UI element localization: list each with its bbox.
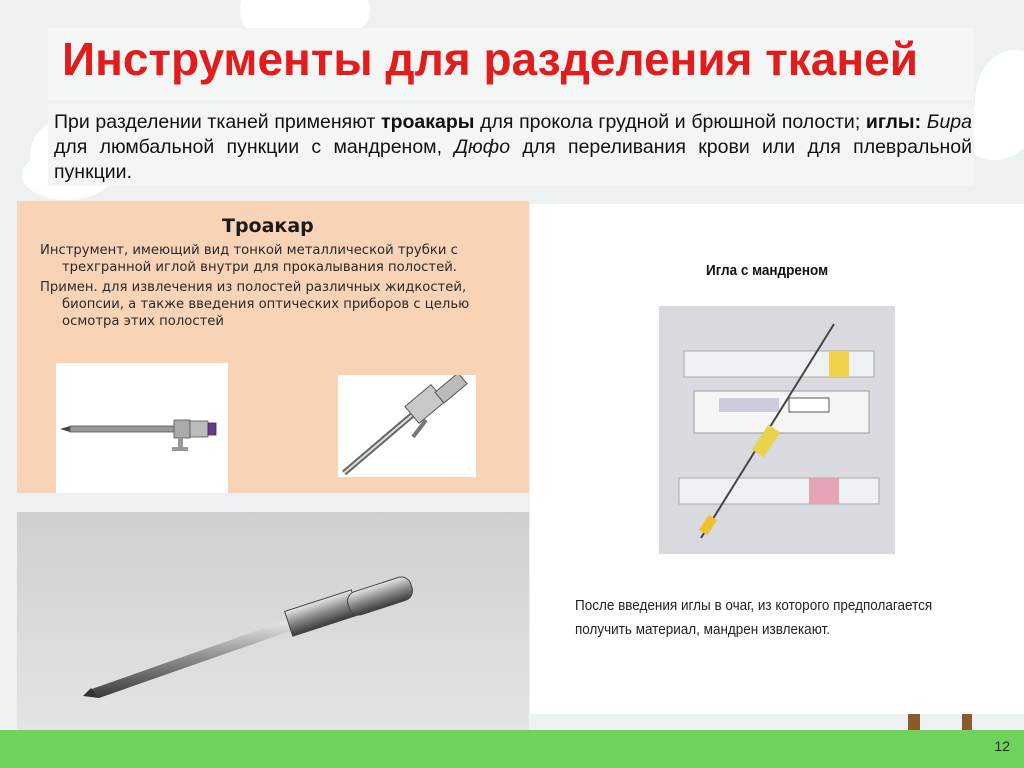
- mandrel-needle-photo: [659, 306, 895, 554]
- trocar-description: [40, 242, 510, 330]
- intro-text: для прокола грудной и брюшной полости;: [474, 111, 866, 133]
- intro-term-bier: Бира: [926, 111, 972, 133]
- trocar-photo: [338, 375, 476, 477]
- intro-box: [48, 104, 974, 186]
- trocar-photo: [56, 363, 228, 493]
- page-number: 12: [994, 738, 1010, 754]
- mandrel-title: Игла с мандреном: [706, 262, 829, 279]
- intro-term-dufo: Дюфо: [454, 136, 511, 158]
- trocar-usage: Примен. для извлечения из полостей различных жидкостей, биопсии, а также введения оптических приборов с целью осмотра этих полостей: [40, 279, 470, 330]
- grass-ground: [0, 730, 1024, 768]
- mandrel-needle-illustration: [659, 306, 895, 554]
- needle-photo: [17, 512, 529, 730]
- intro-paragraph: [54, 110, 972, 185]
- slide-title: Инструменты для разделения тканей: [62, 33, 919, 85]
- trocar-illustration: [56, 363, 228, 493]
- mandrel-caption: После введения иглы в очаг, из которого предполагается получить материал, мандрен извлекают.: [575, 597, 933, 638]
- intro-text: При разделении тканей применяют: [54, 111, 382, 133]
- intro-term-trocars: троакары: [381, 111, 475, 133]
- trocar-heading: Троакар: [222, 215, 314, 237]
- intro-text: для переливания крови или для плевральной пункции.: [54, 136, 973, 183]
- needle-illustration: [17, 512, 529, 730]
- trocar-definition: Инструмент, имеющий вид тонкой металлической трубки с трехгранной иглой внутри для прокалывания полостей.: [40, 243, 458, 276]
- intro-text: для люмбальной пункции с мандреном,: [54, 136, 455, 158]
- intro-term-needles: иглы:: [865, 111, 922, 133]
- trocar-illustration: [338, 375, 476, 477]
